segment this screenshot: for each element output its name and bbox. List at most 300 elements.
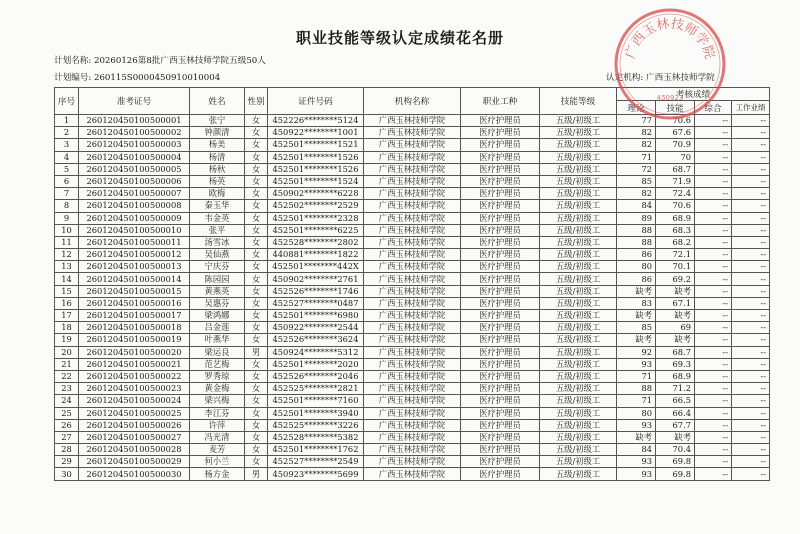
cell-seq: 9 xyxy=(55,212,79,224)
cell-work: -- xyxy=(732,273,770,285)
cell-skill-level: 五级/初级工 xyxy=(540,163,617,175)
cell-job: 医疗护理员 xyxy=(461,456,540,468)
cell-exam-number: 260120450100500001 xyxy=(79,115,190,127)
cell-theory: 93 xyxy=(617,456,656,468)
cell-job: 医疗护理员 xyxy=(461,310,540,322)
cell-theory: 85 xyxy=(617,175,656,187)
table-row xyxy=(55,163,770,175)
table-row xyxy=(55,151,770,163)
cell-exam-number: 260120450100500014 xyxy=(79,273,190,285)
cell-id-number: 452526********3624 xyxy=(268,334,364,346)
cell-name: 杨美 xyxy=(190,139,245,151)
cell-work: -- xyxy=(732,419,770,431)
cell-skill: 67.1 xyxy=(656,297,695,309)
cell-seq: 16 xyxy=(55,297,79,309)
table-row xyxy=(55,249,770,261)
cell-id-number: 450922********1001 xyxy=(268,127,364,139)
cell-gender: 女 xyxy=(245,139,268,151)
table-row xyxy=(55,370,770,382)
cell-organization: 广西玉林技师学院 xyxy=(364,297,461,309)
cell-exam-number: 260120450100500017 xyxy=(79,310,190,322)
cell-theory: 缺考 xyxy=(617,285,656,297)
cell-theory: 88 xyxy=(617,224,656,236)
cell-seq: 21 xyxy=(55,358,79,370)
cell-overall: -- xyxy=(695,224,732,236)
cell-overall: -- xyxy=(695,431,732,443)
cell-job: 医疗护理员 xyxy=(461,175,540,187)
cell-overall: -- xyxy=(695,370,732,382)
cell-skill: 72.1 xyxy=(656,249,695,261)
cell-seq: 17 xyxy=(55,310,79,322)
cell-theory: 93 xyxy=(617,419,656,431)
cell-overall: -- xyxy=(695,188,732,200)
table-row xyxy=(55,115,770,127)
cell-gender: 女 xyxy=(245,444,268,456)
cell-overall: -- xyxy=(695,139,732,151)
cell-organization: 广西玉林技师学院 xyxy=(364,115,461,127)
table-row xyxy=(55,212,770,224)
cell-gender: 女 xyxy=(245,407,268,419)
cell-job: 医疗护理员 xyxy=(461,322,540,334)
cell-skill: 68.7 xyxy=(656,163,695,175)
cell-id-number: 452525********2821 xyxy=(268,383,364,395)
cell-id-number: 452226********5124 xyxy=(268,115,364,127)
cell-theory: 85 xyxy=(617,322,656,334)
cell-seq: 7 xyxy=(55,188,79,200)
cell-gender: 女 xyxy=(245,212,268,224)
cell-seq: 10 xyxy=(55,224,79,236)
cell-exam-number: 260120450100500009 xyxy=(79,212,190,224)
cell-id-number: 452501********1762 xyxy=(268,444,364,456)
cell-job: 医疗护理员 xyxy=(461,334,540,346)
cell-skill: 69.8 xyxy=(656,456,695,468)
cell-overall: -- xyxy=(695,163,732,175)
cell-job: 医疗护理员 xyxy=(461,163,540,175)
cell-seq: 26 xyxy=(55,419,79,431)
plan-name: 计划名称: 20260126第8批广西玉林技师学院五级50人 xyxy=(54,56,266,66)
cell-id-number: 452501********3940 xyxy=(268,407,364,419)
cell-job: 医疗护理员 xyxy=(461,346,540,358)
header-id-number: 证件号码 xyxy=(268,88,364,115)
cell-theory: 83 xyxy=(617,297,656,309)
cell-name: 汤雪冰 xyxy=(190,236,245,248)
cell-exam-number: 260120450100500021 xyxy=(79,358,190,370)
cell-gender: 女 xyxy=(245,127,268,139)
cell-exam-number: 260120450100500020 xyxy=(79,346,190,358)
cell-job: 医疗护理员 xyxy=(461,139,540,151)
cell-work: -- xyxy=(732,444,770,456)
table-row xyxy=(55,358,770,370)
cell-skill-level: 五级/初级工 xyxy=(540,297,617,309)
cell-overall: -- xyxy=(695,346,732,358)
cell-organization: 广西玉林技师学院 xyxy=(364,236,461,248)
cell-work: -- xyxy=(732,200,770,212)
cell-skill-level: 五级/初级工 xyxy=(540,334,617,346)
cell-name: 何小兰 xyxy=(190,456,245,468)
cell-theory: 93 xyxy=(617,358,656,370)
cell-exam-number: 260120450100500026 xyxy=(79,419,190,431)
cell-skill-level: 五级/初级工 xyxy=(540,407,617,419)
cell-overall: -- xyxy=(695,468,732,480)
cell-exam-number: 260120450100500012 xyxy=(79,249,190,261)
cell-organization: 广西玉林技师学院 xyxy=(364,310,461,322)
cell-job: 医疗护理员 xyxy=(461,383,540,395)
cell-id-number: 452501********7160 xyxy=(268,395,364,407)
cell-name: 欧梅 xyxy=(190,188,245,200)
cell-job: 医疗护理员 xyxy=(461,419,540,431)
cell-overall: -- xyxy=(695,358,732,370)
cell-work: -- xyxy=(732,115,770,127)
cell-name: 钟颜清 xyxy=(190,127,245,139)
cell-skill: 67.7 xyxy=(656,419,695,431)
cell-id-number: 452501********6225 xyxy=(268,224,364,236)
cell-theory: 71 xyxy=(617,395,656,407)
cell-organization: 广西玉林技师学院 xyxy=(364,395,461,407)
cell-seq: 4 xyxy=(55,151,79,163)
cell-work: -- xyxy=(732,175,770,187)
cell-overall: -- xyxy=(695,151,732,163)
cell-skill: 66.5 xyxy=(656,395,695,407)
cell-seq: 8 xyxy=(55,200,79,212)
cell-organization: 广西玉林技师学院 xyxy=(364,163,461,175)
cell-seq: 28 xyxy=(55,444,79,456)
cell-skill: 68.9 xyxy=(656,370,695,382)
cell-name: 梁运良 xyxy=(190,346,245,358)
cell-gender: 女 xyxy=(245,334,268,346)
cell-overall: -- xyxy=(695,200,732,212)
cell-name: 张平 xyxy=(190,224,245,236)
cell-exam-number: 260120450100500016 xyxy=(79,297,190,309)
table-row xyxy=(55,273,770,285)
cell-gender: 女 xyxy=(245,115,268,127)
cell-overall: -- xyxy=(695,334,732,346)
cell-job: 医疗护理员 xyxy=(461,115,540,127)
cell-theory: 80 xyxy=(617,261,656,273)
cell-name: 黄燕英 xyxy=(190,285,245,297)
cell-skill-level: 五级/初级工 xyxy=(540,139,617,151)
table-row xyxy=(55,395,770,407)
cell-skill-level: 五级/初级工 xyxy=(540,444,617,456)
cell-organization: 广西玉林技师学院 xyxy=(364,224,461,236)
cell-job: 医疗护理员 xyxy=(461,395,540,407)
cell-id-number: 452527********2549 xyxy=(268,456,364,468)
cell-work: -- xyxy=(732,370,770,382)
cell-theory: 86 xyxy=(617,249,656,261)
cell-id-number: 452501********2328 xyxy=(268,212,364,224)
cell-organization: 广西玉林技师学院 xyxy=(364,200,461,212)
cell-name: 梁鸿娜 xyxy=(190,310,245,322)
cell-skill: 70.6 xyxy=(656,200,695,212)
cell-work: -- xyxy=(732,456,770,468)
cell-id-number: 452525********3226 xyxy=(268,419,364,431)
cell-id-number: 452501********2020 xyxy=(268,358,364,370)
header-name: 姓名 xyxy=(190,88,245,115)
cell-work: -- xyxy=(732,127,770,139)
cell-work: -- xyxy=(732,310,770,322)
cell-work: -- xyxy=(732,334,770,346)
cell-theory: 93 xyxy=(617,468,656,480)
cell-work: -- xyxy=(732,322,770,334)
cell-gender: 女 xyxy=(245,261,268,273)
cell-name: 范艺梅 xyxy=(190,358,245,370)
cell-overall: -- xyxy=(695,127,732,139)
cell-exam-number: 260120450100500022 xyxy=(79,370,190,382)
cell-seq: 15 xyxy=(55,285,79,297)
cell-overall: -- xyxy=(695,212,732,224)
plan-number: 计划编号: 260115S0000450910010004 xyxy=(54,73,221,83)
cell-organization: 广西玉林技师学院 xyxy=(364,407,461,419)
table-row xyxy=(55,431,770,443)
cell-job: 医疗护理员 xyxy=(461,358,540,370)
table-row xyxy=(55,297,770,309)
cell-gender: 女 xyxy=(245,175,268,187)
header-theory: 理论 xyxy=(617,101,656,115)
cell-organization: 广西玉林技师学院 xyxy=(364,175,461,187)
cell-job: 医疗护理员 xyxy=(461,444,540,456)
cell-gender: 女 xyxy=(245,200,268,212)
cell-exam-number: 260120450100500025 xyxy=(79,407,190,419)
cell-organization: 广西玉林技师学院 xyxy=(364,334,461,346)
cell-skill: 缺考 xyxy=(656,310,695,322)
cell-seq: 30 xyxy=(55,468,79,480)
results-table xyxy=(54,87,770,481)
cell-skill: 缺考 xyxy=(656,431,695,443)
cell-id-number: 452528********5382 xyxy=(268,431,364,443)
cell-skill-level: 五级/初级工 xyxy=(540,322,617,334)
cell-gender: 女 xyxy=(245,224,268,236)
table-row xyxy=(55,224,770,236)
cell-id-number: 450924********5312 xyxy=(268,346,364,358)
cell-skill: 71.9 xyxy=(656,175,695,187)
cell-work: -- xyxy=(732,151,770,163)
cell-gender: 女 xyxy=(245,370,268,382)
cell-overall: -- xyxy=(695,383,732,395)
cell-work: -- xyxy=(732,236,770,248)
cell-skill: 71.2 xyxy=(656,383,695,395)
cell-organization: 广西玉林技师学院 xyxy=(364,139,461,151)
cell-organization: 广西玉林技师学院 xyxy=(364,212,461,224)
cell-work: -- xyxy=(732,285,770,297)
cell-work: -- xyxy=(732,163,770,175)
cell-exam-number: 260120450100500018 xyxy=(79,322,190,334)
cell-overall: -- xyxy=(695,273,732,285)
cell-exam-number: 260120450100500002 xyxy=(79,127,190,139)
cell-skill-level: 五级/初级工 xyxy=(540,383,617,395)
cell-work: -- xyxy=(732,188,770,200)
cell-skill-level: 五级/初级工 xyxy=(540,175,617,187)
cell-job: 医疗护理员 xyxy=(461,249,540,261)
cell-job: 医疗护理员 xyxy=(461,297,540,309)
cell-exam-number: 260120450100500013 xyxy=(79,261,190,273)
cell-gender: 女 xyxy=(245,249,268,261)
cell-job: 医疗护理员 xyxy=(461,127,540,139)
cell-organization: 广西玉林技师学院 xyxy=(364,358,461,370)
cell-skill: 70 xyxy=(656,151,695,163)
cell-theory: 89 xyxy=(617,212,656,224)
cell-skill: 72.4 xyxy=(656,188,695,200)
cell-skill-level: 五级/初级工 xyxy=(540,224,617,236)
cell-organization: 广西玉林技师学院 xyxy=(364,127,461,139)
cell-seq: 19 xyxy=(55,334,79,346)
cell-id-number: 450922********2544 xyxy=(268,322,364,334)
cell-work: -- xyxy=(732,297,770,309)
cell-job: 医疗护理员 xyxy=(461,224,540,236)
cell-seq: 25 xyxy=(55,407,79,419)
cell-exam-number: 260120450100500003 xyxy=(79,139,190,151)
cell-organization: 广西玉林技师学院 xyxy=(364,151,461,163)
cell-theory: 88 xyxy=(617,383,656,395)
cell-theory: 82 xyxy=(617,127,656,139)
cell-overall: -- xyxy=(695,297,732,309)
cell-theory: 缺考 xyxy=(617,431,656,443)
cell-id-number: 450902********2761 xyxy=(268,273,364,285)
table-row xyxy=(55,310,770,322)
cell-work: -- xyxy=(732,139,770,151)
cell-exam-number: 260120450100500024 xyxy=(79,395,190,407)
cell-skill-level: 五级/初级工 xyxy=(540,310,617,322)
cell-exam-number: 260120450100500006 xyxy=(79,175,190,187)
cell-gender: 女 xyxy=(245,188,268,200)
cell-id-number: 440881********1822 xyxy=(268,249,364,261)
cell-organization: 广西玉林技师学院 xyxy=(364,346,461,358)
cell-skill-level: 五级/初级工 xyxy=(540,456,617,468)
cell-overall: -- xyxy=(695,175,732,187)
cell-theory: 缺考 xyxy=(617,310,656,322)
cell-seq: 2 xyxy=(55,127,79,139)
cell-id-number: 452501********442X xyxy=(268,261,364,273)
cell-skill-level: 五级/初级工 xyxy=(540,151,617,163)
cell-overall: -- xyxy=(695,115,732,127)
cell-name: 韦金英 xyxy=(190,212,245,224)
cell-skill: 68.7 xyxy=(656,346,695,358)
cell-exam-number: 260120450100500011 xyxy=(79,236,190,248)
cell-job: 医疗护理员 xyxy=(461,261,540,273)
cell-exam-number: 260120450100500004 xyxy=(79,151,190,163)
cell-organization: 广西玉林技师学院 xyxy=(364,468,461,480)
cell-job: 医疗护理员 xyxy=(461,273,540,285)
cell-job: 医疗护理员 xyxy=(461,370,540,382)
cell-organization: 广西玉林技师学院 xyxy=(364,285,461,297)
cell-exam-number: 260120450100500030 xyxy=(79,468,190,480)
table-row xyxy=(55,188,770,200)
table-row xyxy=(55,444,770,456)
cell-name: 吴仙燕 xyxy=(190,249,245,261)
cell-job: 医疗护理员 xyxy=(461,407,540,419)
cell-work: -- xyxy=(732,212,770,224)
cell-theory: 84 xyxy=(617,444,656,456)
cell-organization: 广西玉林技师学院 xyxy=(364,370,461,382)
cell-skill-level: 五级/初级工 xyxy=(540,261,617,273)
cell-theory: 80 xyxy=(617,407,656,419)
table-row xyxy=(55,322,770,334)
cell-skill-level: 五级/初级工 xyxy=(540,419,617,431)
cell-gender: 女 xyxy=(245,395,268,407)
document-title: 职业技能等级认定成绩花名册 xyxy=(295,29,504,47)
header-skill-level: 技能等级 xyxy=(540,88,617,115)
cell-seq: 5 xyxy=(55,163,79,175)
cell-theory: 82 xyxy=(617,139,656,151)
table-row xyxy=(55,236,770,248)
cell-exam-number: 260120450100500019 xyxy=(79,334,190,346)
cell-exam-number: 260120450100500007 xyxy=(79,188,190,200)
cell-job: 医疗护理员 xyxy=(461,151,540,163)
table-row xyxy=(55,200,770,212)
cell-name: 叶燕华 xyxy=(190,334,245,346)
cell-work: -- xyxy=(732,249,770,261)
table-row xyxy=(55,383,770,395)
table-row xyxy=(55,285,770,297)
cell-organization: 广西玉林技师学院 xyxy=(364,383,461,395)
cell-overall: -- xyxy=(695,285,732,297)
cell-organization: 广西玉林技师学院 xyxy=(364,273,461,285)
header-work: 工作业绩 xyxy=(732,101,770,115)
cell-overall: -- xyxy=(695,444,732,456)
table-row xyxy=(55,261,770,273)
cell-skill: 70.4 xyxy=(656,444,695,456)
cell-skill: 69.2 xyxy=(656,273,695,285)
cell-theory: 71 xyxy=(617,151,656,163)
cell-overall: -- xyxy=(695,249,732,261)
cell-gender: 女 xyxy=(245,151,268,163)
cell-organization: 广西玉林技师学院 xyxy=(364,419,461,431)
cell-organization: 广西玉林技师学院 xyxy=(364,188,461,200)
cell-job: 医疗护理员 xyxy=(461,285,540,297)
cell-name: 吴惠芬 xyxy=(190,297,245,309)
svg-text:450923: 450923 xyxy=(656,94,684,102)
cell-gender: 女 xyxy=(245,297,268,309)
cell-id-number: 452528********2802 xyxy=(268,236,364,248)
cell-skill-level: 五级/初级工 xyxy=(540,370,617,382)
cell-overall: -- xyxy=(695,419,732,431)
cell-name: 冯光清 xyxy=(190,431,245,443)
cell-seq: 1 xyxy=(55,115,79,127)
cell-seq: 12 xyxy=(55,249,79,261)
cell-skill-level: 五级/初级工 xyxy=(540,200,617,212)
cell-skill-level: 五级/初级工 xyxy=(540,115,617,127)
cell-gender: 女 xyxy=(245,419,268,431)
cell-gender: 女 xyxy=(245,322,268,334)
cell-organization: 广西玉林技师学院 xyxy=(364,444,461,456)
cell-theory: 72 xyxy=(617,163,656,175)
cell-seq: 29 xyxy=(55,456,79,468)
cell-work: -- xyxy=(732,224,770,236)
cell-skill: 68.9 xyxy=(656,212,695,224)
cell-skill: 69.3 xyxy=(656,358,695,370)
cell-skill-level: 五级/初级工 xyxy=(540,285,617,297)
cell-theory: 82 xyxy=(617,188,656,200)
cell-name: 许萍 xyxy=(190,419,245,431)
cell-gender: 女 xyxy=(245,456,268,468)
cell-name: 李江芬 xyxy=(190,407,245,419)
cell-name: 黄金梅 xyxy=(190,383,245,395)
cell-overall: -- xyxy=(695,236,732,248)
cell-name: 秦玉华 xyxy=(190,200,245,212)
cell-seq: 11 xyxy=(55,236,79,248)
cell-organization: 广西玉林技师学院 xyxy=(364,431,461,443)
cell-skill-level: 五级/初级工 xyxy=(540,468,617,480)
table-row xyxy=(55,175,770,187)
cell-name: 杨秋 xyxy=(190,163,245,175)
cell-exam-number: 260120450100500008 xyxy=(79,200,190,212)
cell-skill: 66.4 xyxy=(656,407,695,419)
cell-theory: 84 xyxy=(617,200,656,212)
cell-skill-level: 五级/初级工 xyxy=(540,127,617,139)
cell-seq: 14 xyxy=(55,273,79,285)
cell-job: 医疗护理员 xyxy=(461,236,540,248)
header-results: 考核成绩 xyxy=(617,88,770,101)
table-row xyxy=(55,468,770,480)
header-skill: 技能 xyxy=(656,101,695,115)
